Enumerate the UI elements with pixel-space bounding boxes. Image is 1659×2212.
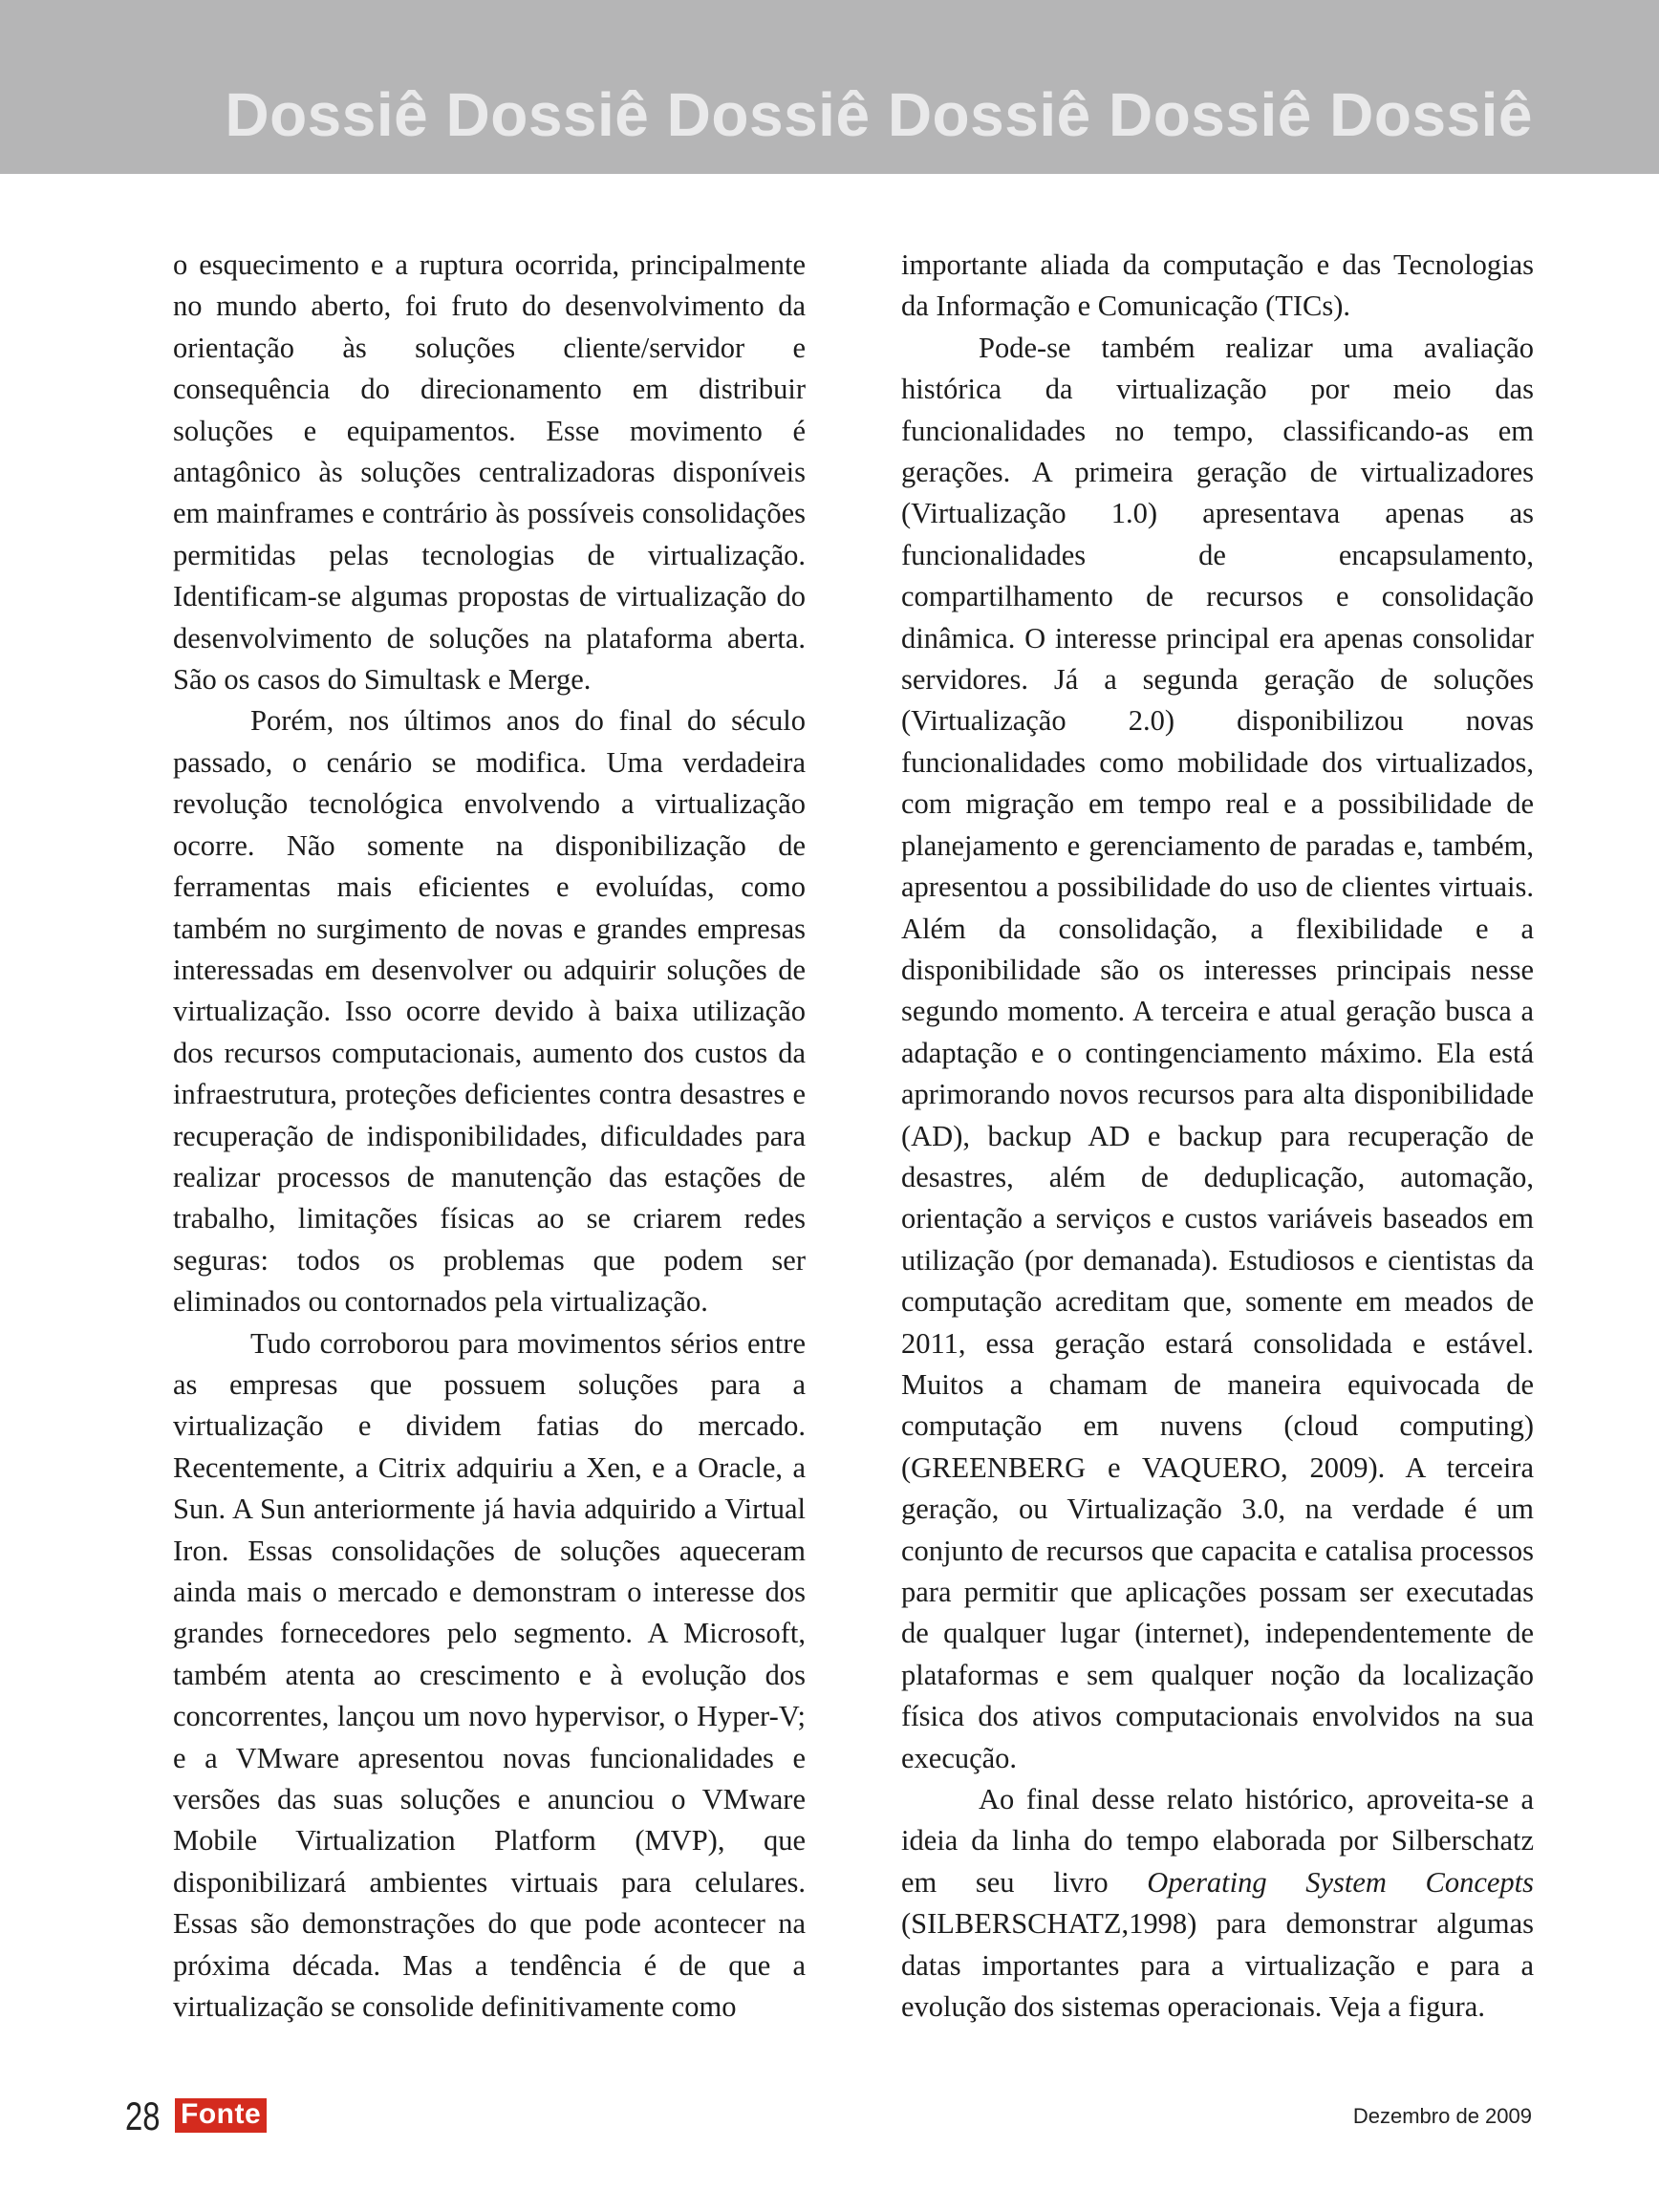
right-paragraph-2: Pode-se também realizar uma avaliação histórica da virtualização por meio das funcionalidades no tempo, classificando-as em gerações. A primeira geração de virtualizadores (Virtualização 1.0) apresentava apenas as funcionalidades de encapsulamento, compartilhamento de recursos e consolidação dinâmica. O interesse principal era apenas consolidar servidores. Já a segunda geração de soluções (Virtualização 2.0) disponibilizou novas funcionalidades como mobilidade dos virtualizados, com migração em tempo real e a possibilidade de planejamento e gerenciamento de paradas e, também, apresentou a possibilidade do uso de clientes virtuais. Além da consolidação, a flexibilidade e a disponibilidade são os interesses principais nesse segundo momento. A terceira e atual geração busca a adaptação e o contingenciamento máximo. Ela está aprimorando novos recursos para alta disponibilidade (AD), backup AD e backup para recuperação de desastres, além de deduplicação, automação, orientação a serviços e custos variáveis baseados em utilização (por demanada). Estudiosos e cientistas da computação acreditam que, somente em meados de 2011, essa geração estará consolidada e estável. Muitos a chamam de maneira equivocada de computação em nuvens (cloud computing) (GREENBERG e VAQUERO, 2009). A terceira geração, ou Virtualização 3.0, na verdade é um conjunto de recursos que capacita e catalisa processos para permitir que aplicações possam ser executadas de qualquer lugar (internet), independentemente de plataformas e sem qualquer noção da localização física dos ativos computacionais envolvidos na sua execução. xyxy=(901,331,1534,1774)
fonte-logo: Fonte xyxy=(175,2098,267,2133)
banner-title: Dossiê Dossiê Dossiê Dossiê Dossiê Dossiê xyxy=(225,80,1533,149)
left-paragraph-3: Tudo corroborou para movimentos sérios entre as empresas que possuem soluções para a virtualização e dividem fatias do mercado. Recentemente, a Citrix adquiriu a Xen, e a Oracle, a Sun. A Sun anteriormente já havia adquirido a Virtual Iron. Essas consolidações de soluções aqueceram ainda mais o mercado e demonstram o interesse dos grandes fornecedores pelo segmento. A Microsoft, também atenta ao crescimento e à evolução dos concorrentes, lançou um novo hypervisor, o Hyper-V; e a VMware apresentou novas funcionalidades e versões das suas soluções e anunciou o VMware Mobile Virtualization Platform (MVP), que disponibilizará ambientes virtuais para celulares. Essas são demonstrações do que pode acontecer na próxima década. Mas a tendência é de que a virtualização se consolide definitivamente como xyxy=(173,1326,806,2024)
dossie-header-banner xyxy=(0,0,1659,174)
issue-date: Dezembro de 2009 xyxy=(1352,2104,1532,2128)
left-text-column xyxy=(173,245,806,2028)
right-paragraph-1: importante aliada da computação e das Tecnologias da Informação e Comunicação (TICs). xyxy=(901,248,1534,323)
right-paragraph-3 xyxy=(901,1779,1534,2028)
paragraph-text: (SILBERSCHATZ,1998) para demonstrar algumas datas importantes para a virtualização e para a evolução dos sistemas operacionais. Veja a figura. xyxy=(901,1907,1534,2024)
right-text-column xyxy=(901,245,1534,2028)
left-paragraph-1: o esquecimento e a ruptura ocorrida, principalmente no mundo aberto, foi fruto do desenvolvimento da orientação às soluções cliente/servidor e consequência do direcionamento em distribuir soluções e equipamentos. Esse movimento é antagônico às soluções centralizadoras disponíveis em mainframes e contrário às possíveis consolidações permitidas pelas tecnologias de virtualização. Identificam-se algumas propostas de virtualização do desenvolvimento de soluções na plataforma aberta. São os casos do Simultask e Merge. xyxy=(173,248,806,697)
paragraph-text: Ao final desse relato histórico, aproveita-se a ideia da linha do tempo elaborada por Silberschatz em seu livro xyxy=(901,1783,1534,1899)
book-title: Operating System Concepts xyxy=(1147,1865,1534,1899)
page-number: 28 xyxy=(125,2094,161,2138)
left-paragraph-2: Porém, nos últimos anos do final do século passado, o cenário se modifica. Uma verdadeira revolução tecnológica envolvendo a virtualização ocorre. Não somente na disponibilização de ferramentas mais eficientes e evoluídas, como também no surgimento de novas e grandes empresas interessadas em desenvolver ou adquirir soluções de virtualização. Isso ocorre devido à baixa utilização dos recursos computacionais, aumento dos custos da infraestrutura, proteções deficientes contra desastres e recuperação de indisponibilidades, dificuldades para realizar processos de manutenção das estações de trabalho, limitações físicas ao se criarem redes seguras: todos os problemas que podem ser eliminados ou contornados pela virtualização. xyxy=(173,704,806,1319)
